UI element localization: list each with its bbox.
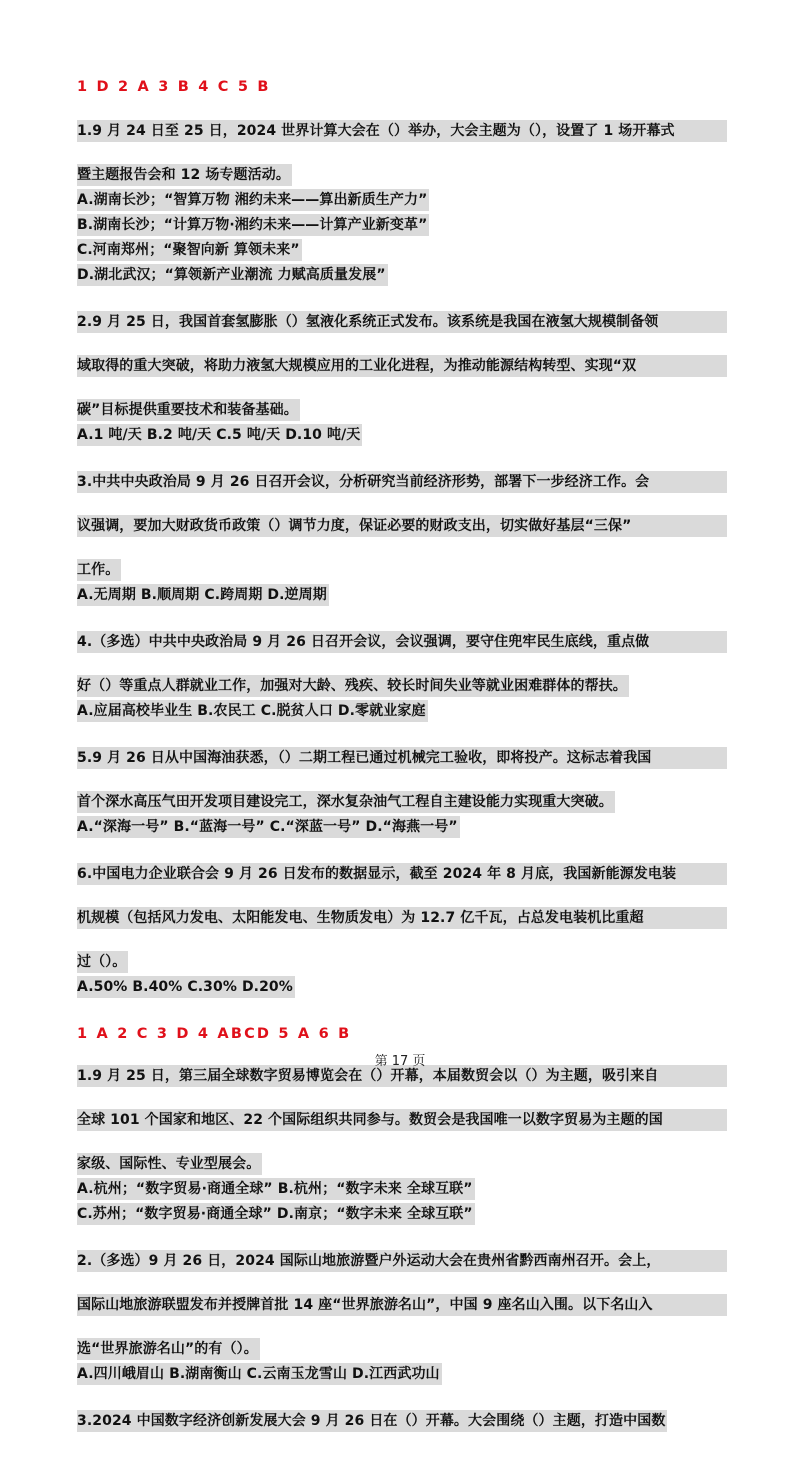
- question-item: [77, 863, 727, 1001]
- answer-option: A.应届高校毕业生 B.农民工 C.脱贫人口 D.零就业家庭: [77, 700, 428, 722]
- question-text-line: 3.2024 中国数字经济创新发展大会 9 月 26 日在（）开幕。大会围绕（）主题，打造中国数: [77, 1410, 667, 1432]
- question-text-line: 6.中国电力企业联合会 9 月 26 日发布的数据显示，截至 2024 年 8 月底，我国新能源发电装: [77, 863, 727, 885]
- question-text-line: 机规模（包括风力发电、太阳能发电、生物质发电）为 12.7 亿千瓦，占总发电装机比重超: [77, 907, 727, 929]
- answer-option: A.1 吨/天 B.2 吨/天 C.5 吨/天 D.10 吨/天: [77, 424, 362, 446]
- question-text-line: 家级、国际性、专业型展会。: [77, 1153, 262, 1175]
- answer-option: D.湖北武汉；“算领新产业潮流 力赋高质量发展”: [77, 264, 388, 286]
- answer-option: A.50% B.40% C.30% D.20%: [77, 976, 295, 998]
- page-number: 第 17 页: [374, 1054, 426, 1069]
- answer-key-1: 1 D 2 A 3 B 4 C 5 B: [77, 79, 271, 95]
- question-item: [77, 1410, 727, 1435]
- question-set-2: [77, 1065, 727, 1435]
- question-text-line: 2.9 月 25 日，我国首套氢膨胀（）氢液化系统正式发布。该系统是我国在液氢大规模制备领: [77, 311, 727, 333]
- question-item: [77, 311, 727, 449]
- question-text-line: 选“世界旅游名山”的有（）。: [77, 1338, 260, 1360]
- question-text-line: 1.9 月 24 日至 25 日，2024 世界计算大会在（）举办，大会主题为（），设置了 1 场开幕式: [77, 120, 727, 142]
- question-text-line: 4.（多选）中共中央政治局 9 月 26 日召开会议，会议强调，要守住兜牢民生底线，重点做: [77, 631, 727, 653]
- question-text-line: 首个深水高压气田开发项目建设完工，深水复杂油气工程自主建设能力实现重大突破。: [77, 791, 615, 813]
- question-text-line: 碳”目标提供重要技术和装备基础。: [77, 399, 300, 421]
- answer-option: B.湖南长沙；“计算万物·湘约未来——计算产业新变革”: [77, 214, 429, 236]
- question-text-line: 3.中共中央政治局 9 月 26 日召开会议，分析研究当前经济形势，部署下一步经济工作。会: [77, 471, 727, 493]
- answer-key-2: 1 A 2 C 3 D 4 ABCD 5 A 6 B: [77, 1026, 352, 1042]
- question-set-1: [77, 120, 727, 1001]
- document-page: [77, 76, 727, 1457]
- question-item: [77, 471, 727, 609]
- question-text-line: 议强调，要加大财政货币政策（）调节力度，保证必要的财政支出，切实做好基层“三保”: [77, 515, 727, 537]
- answer-option: A.“深海一号” B.“蓝海一号” C.“深蓝一号” D.“海燕一号”: [77, 816, 460, 838]
- question-text-line: 国际山地旅游联盟发布并授牌首批 14 座“世界旅游名山”，中国 9 座名山入围。以下名山入: [77, 1294, 727, 1316]
- answer-option: A.四川峨眉山 B.湖南衡山 C.云南玉龙雪山 D.江西武功山: [77, 1363, 442, 1385]
- question-item: [77, 120, 727, 289]
- answer-option: C.苏州；“数字贸易·商通全球” D.南京；“数字未来 全球互联”: [77, 1203, 475, 1225]
- question-text-line: 2.（多选）9 月 26 日，2024 国际山地旅游暨户外运动大会在贵州省黔西南州召开。会上，: [77, 1250, 727, 1272]
- question-item: [77, 747, 727, 841]
- question-item: [77, 1250, 727, 1388]
- question-text-line: 好（）等重点人群就业工作，加强对大龄、残疾、较长时间失业等就业困难群体的帮扶。: [77, 675, 629, 697]
- question-item: [77, 631, 727, 725]
- answer-option: A.湖南长沙；“智算万物 湘约未来——算出新质生产力”: [77, 189, 429, 211]
- question-text-line: 全球 101 个国家和地区、22 个国际组织共同参与。数贸会是我国唯一以数字贸易为主题的国: [77, 1109, 727, 1131]
- answer-option: A.无周期 B.顺周期 C.跨周期 D.逆周期: [77, 584, 329, 606]
- question-text-line: 1.9 月 25 日，第三届全球数字贸易博览会在（）开幕，本届数贸会以（）为主题，吸引来自: [77, 1065, 727, 1087]
- answer-option: C.河南郑州；“聚智向新 算领未来”: [77, 239, 302, 261]
- answer-option: A.杭州；“数字贸易·商通全球” B.杭州；“数字未来 全球互联”: [77, 1178, 475, 1200]
- question-text-line: 5.9 月 26 日从中国海油获悉，（）二期工程已通过机械完工验收，即将投产。这标志着我国: [77, 747, 727, 769]
- question-text-line: 过（）。: [77, 951, 128, 973]
- question-text-line: 域取得的重大突破，将助力液氢大规模应用的工业化进程，为推动能源结构转型、实现“双: [77, 355, 727, 377]
- question-text-line: 暨主题报告会和 12 场专题活动。: [77, 164, 292, 186]
- question-text-line: 工作。: [77, 559, 121, 581]
- question-item: [77, 1065, 727, 1228]
